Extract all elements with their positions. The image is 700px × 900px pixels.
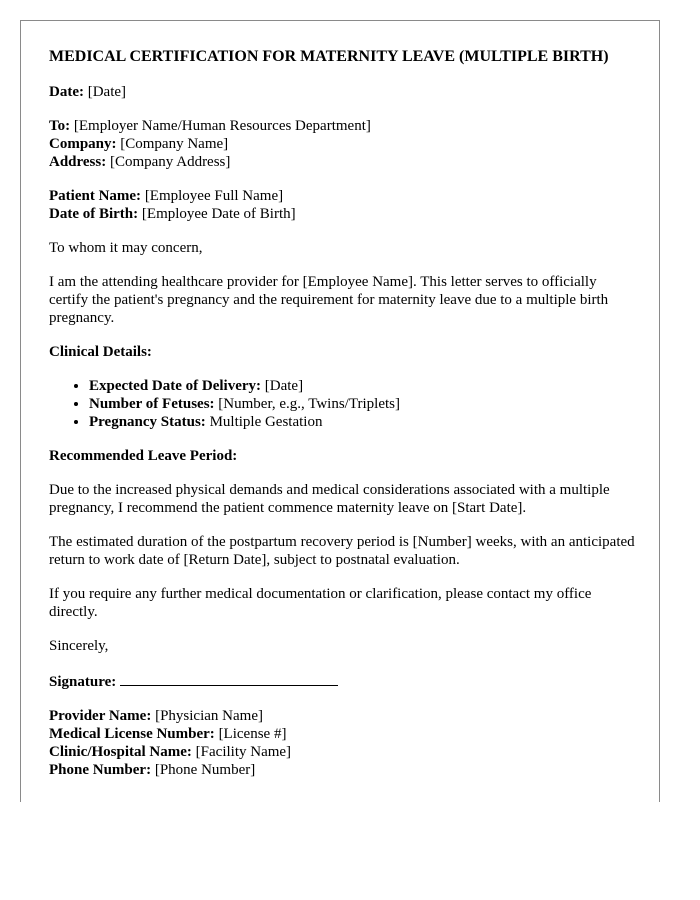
license-value: [License #] [218,726,287,742]
closing: Sincerely, [49,638,109,654]
letter-content [49,47,639,795]
patient-name-line [49,187,639,205]
signature-field[interactable] [120,671,338,686]
list-item [89,413,639,431]
date-line [49,83,639,101]
fetuses-value: [Number, e.g., Twins/Triplets] [218,396,400,412]
salutation: To whom it may concern, [49,240,203,256]
company-line [49,135,639,153]
intro-paragraph: I am the attending healthcare provider for [Employee Name]. This letter serves to officially certify the patient's pregnancy and the requirement for maternity leave due to a multiple birth pregnancy. [49,274,609,326]
address-value: [Company Address] [109,154,231,170]
signature-label: Signature: [49,674,117,690]
date-value: [Date] [87,84,127,100]
dob-label: Date of Birth: [49,206,139,222]
to-value: [Employer Name/Human Resources Department] [73,118,371,134]
status-label: Pregnancy Status: [89,414,206,430]
recipient-block [49,117,639,171]
patient-name-label: Patient Name: [49,188,142,204]
to-line [49,117,639,135]
provider-name-value: [Physician Name] [155,708,263,724]
phone-value: [Phone Number] [154,762,256,778]
dob-value: [Employee Date of Birth] [141,206,296,222]
list-item [89,377,639,395]
clinical-heading: Clinical Details: [49,344,152,360]
address-label: Address: [49,154,107,170]
company-value: [Company Name] [120,136,229,152]
status-value: Multiple Gestation [209,414,323,430]
edd-label: Expected Date of Delivery: [89,378,262,394]
patient-name-value: [Employee Full Name] [144,188,284,204]
document-title: MEDICAL CERTIFICATION FOR MATERNITY LEAVE (MULTIPLE BIRTH) [49,48,609,65]
license-line [49,725,639,743]
letter-page [20,20,660,802]
address-line [49,153,639,171]
provider-block [49,707,639,779]
patient-block [49,187,639,223]
to-label: To: [49,118,71,134]
dob-line [49,205,639,223]
phone-line [49,761,639,779]
leave-heading: Recommended Leave Period: [49,448,238,464]
leave-paragraph-1: Due to the increased physical demands and medical considerations associated with a multiple pregnancy, I recommend the patient commence maternity leave on [Start Date]. [49,482,610,516]
edd-value: [Date] [264,378,304,394]
fetuses-label: Number of Fetuses: [89,396,215,412]
clinic-label: Clinic/Hospital Name: [49,744,192,760]
license-label: Medical License Number: [49,726,215,742]
date-label: Date: [49,84,84,100]
clinic-value: [Facility Name] [195,744,292,760]
clinic-line [49,743,639,761]
provider-name-line [49,707,639,725]
provider-name-label: Provider Name: [49,708,152,724]
clinical-list [49,377,639,431]
phone-label: Phone Number: [49,762,152,778]
company-label: Company: [49,136,117,152]
contact-paragraph: If you require any further medical documentation or clarification, please contact my office directly. [49,586,592,620]
signature-line [49,671,639,691]
list-item [89,395,639,413]
leave-paragraph-2: The estimated duration of the postpartum recovery period is [Number] weeks, with an anticipated return to work date of [Return Date], subject to postnatal evaluation. [49,534,635,568]
